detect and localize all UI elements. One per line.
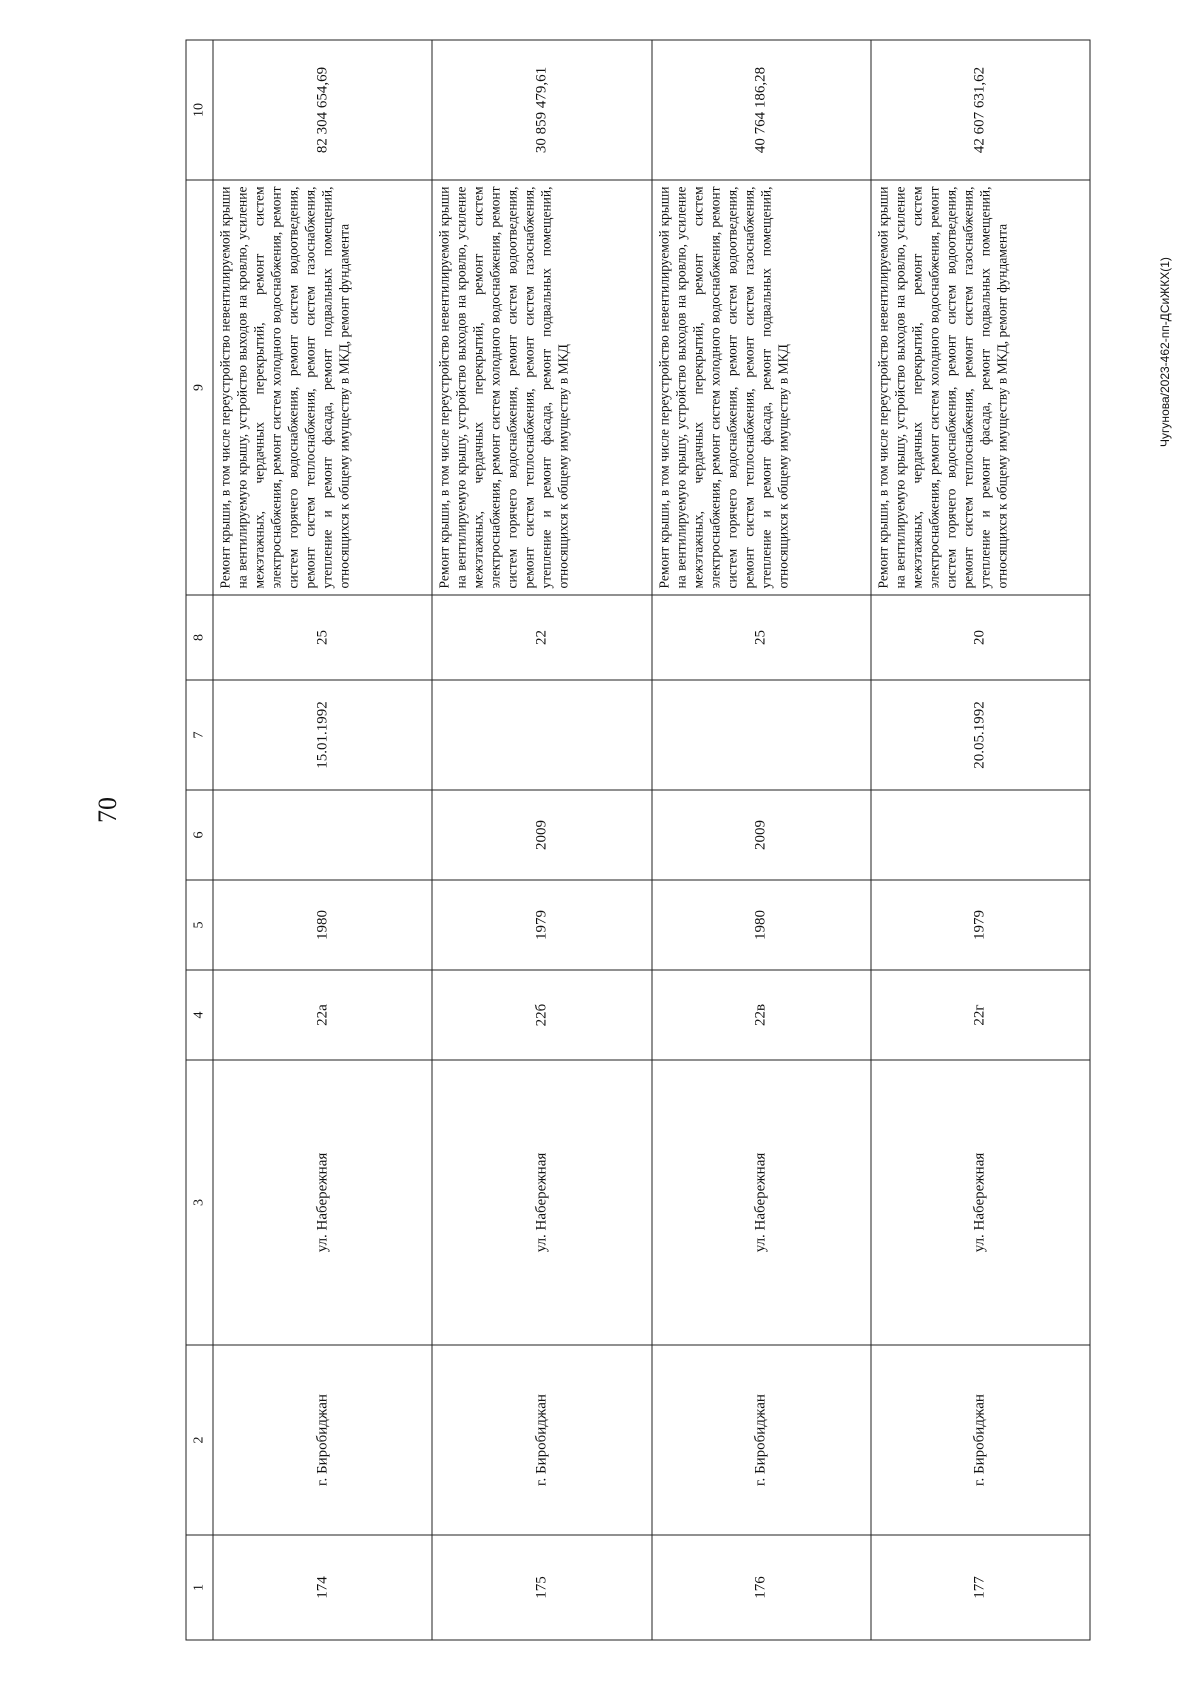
- header-cell-10: 10: [186, 40, 213, 180]
- row-number: 174: [213, 1535, 432, 1640]
- header-row: [186, 40, 213, 1640]
- header-cell-7: 7: [186, 680, 213, 790]
- col6-cell: 2009: [652, 790, 871, 880]
- floors-cell: 20: [871, 595, 1090, 680]
- row-number: 177: [871, 1535, 1090, 1640]
- cost-cell: 40 764 186,28: [652, 40, 871, 180]
- street-cell: ул. Набережная: [213, 1060, 432, 1345]
- cost-cell: 42 607 631,62: [871, 40, 1090, 180]
- row-number: 176: [652, 1535, 871, 1640]
- house-cell: 22б: [432, 970, 651, 1060]
- street-cell: ул. Набережная: [432, 1060, 651, 1345]
- year-built-cell: 1980: [652, 880, 871, 970]
- table-row: [652, 40, 871, 1640]
- header-cell-5: 5: [186, 880, 213, 970]
- capital-repair-table: [186, 41, 1091, 1641]
- works-cell: Ремонт крыши, в том числе переустройство невентилируемой крыши на вентилируемую крышу, устройство выходов на кровлю, усиление межэтажных, чердачных перекрытий, ремонт систем электроснабжения, ремонт систем холодного водоснабжения, ремонт систем горячего водоснабжения, ремонт систем водоотведения, ремонт систем теплоснабжения, ремонт систем газоснабжения, утепление и ремонт фасада, ремонт подвальных помещений, относящихся к общему имуществу в МКД: [432, 180, 651, 595]
- floors-cell: 22: [432, 595, 651, 680]
- street-cell: ул. Набережная: [871, 1060, 1090, 1345]
- house-cell: 22г: [871, 970, 1090, 1060]
- date-cell: 15.01.1992: [213, 680, 432, 790]
- header-cell-9: 9: [186, 180, 213, 595]
- header-cell-3: 3: [186, 1060, 213, 1345]
- house-cell: 22а: [213, 970, 432, 1060]
- city-cell: г. Биробиджан: [213, 1345, 432, 1535]
- row-number: 175: [432, 1535, 651, 1640]
- table-row: [432, 40, 651, 1640]
- year-built-cell: 1979: [871, 880, 1090, 970]
- street-cell: ул. Набережная: [652, 1060, 871, 1345]
- header-cell-4: 4: [186, 970, 213, 1060]
- floors-cell: 25: [652, 595, 871, 680]
- table-row: [213, 40, 432, 1640]
- city-cell: г. Биробиджан: [432, 1345, 651, 1535]
- cost-cell: 30 859 479,61: [432, 40, 651, 180]
- city-cell: г. Биробиджан: [871, 1345, 1090, 1535]
- year-built-cell: 1979: [432, 880, 651, 970]
- document-code: Чугунова/2023-462-пп-ДСиЖКХ(1): [1158, 257, 1172, 447]
- header-cell-2: 2: [186, 1345, 213, 1535]
- works-cell: Ремонт крыши, в том числе переустройство невентилируемой крыши на вентилируемую крышу, устройство выходов на кровлю, усиление межэтажных, чердачных перекрытий, ремонт систем электроснабжения, ремонт систем холодного водоснабжения, ремонт систем горячего водоснабжения, ремонт систем водоотведения, ремонт систем теплоснабжения, ремонт систем газоснабжения, утепление и ремонт фасада, ремонт подвальных помещений, относящихся к общему имуществу в МКД, ремонт фундамента: [213, 180, 432, 595]
- year-built-cell: 1980: [213, 880, 432, 970]
- col6-cell: 2009: [432, 790, 651, 880]
- date-cell: [652, 680, 871, 790]
- date-cell: [432, 680, 651, 790]
- header-cell-1: 1: [186, 1535, 213, 1640]
- header-cell-6: 6: [186, 790, 213, 880]
- col6-cell: [213, 790, 432, 880]
- table-row: [871, 40, 1090, 1640]
- floors-cell: 25: [213, 595, 432, 680]
- col6-cell: [871, 790, 1090, 880]
- cost-cell: 82 304 654,69: [213, 40, 432, 180]
- header-cell-8: 8: [186, 595, 213, 680]
- works-cell: Ремонт крыши, в том числе переустройство невентилируемой крыши на вентилируемую крышу, устройство выходов на кровлю, усиление межэтажных, чердачных перекрытий, ремонт систем электроснабжения, ремонт систем холодного водоснабжения, ремонт систем горячего водоснабжения, ремонт систем водоотведения, ремонт систем теплоснабжения, ремонт систем газоснабжения, утепление и ремонт фасада, ремонт подвальных помещений, относящихся к общему имуществу в МКД: [652, 180, 871, 595]
- page-number: 70: [93, 797, 122, 823]
- table-grid: [186, 40, 1091, 1641]
- date-cell: 20.05.1992: [871, 680, 1090, 790]
- house-cell: 22в: [652, 970, 871, 1060]
- works-cell: Ремонт крыши, в том числе переустройство невентилируемой крыши на вентилируемую крышу, устройство выходов на кровлю, усиление межэтажных, чердачных перекрытий, ремонт систем электроснабжения, ремонт систем холодного водоснабжения, ремонт систем горячего водоснабжения, ремонт систем водоотведения, ремонт систем теплоснабжения, ремонт систем газоснабжения, утепление и ремонт фасада, ремонт подвальных помещений, относящихся к общему имуществу в МКД, ремонт фундамента: [871, 180, 1090, 595]
- city-cell: г. Биробиджан: [652, 1345, 871, 1535]
